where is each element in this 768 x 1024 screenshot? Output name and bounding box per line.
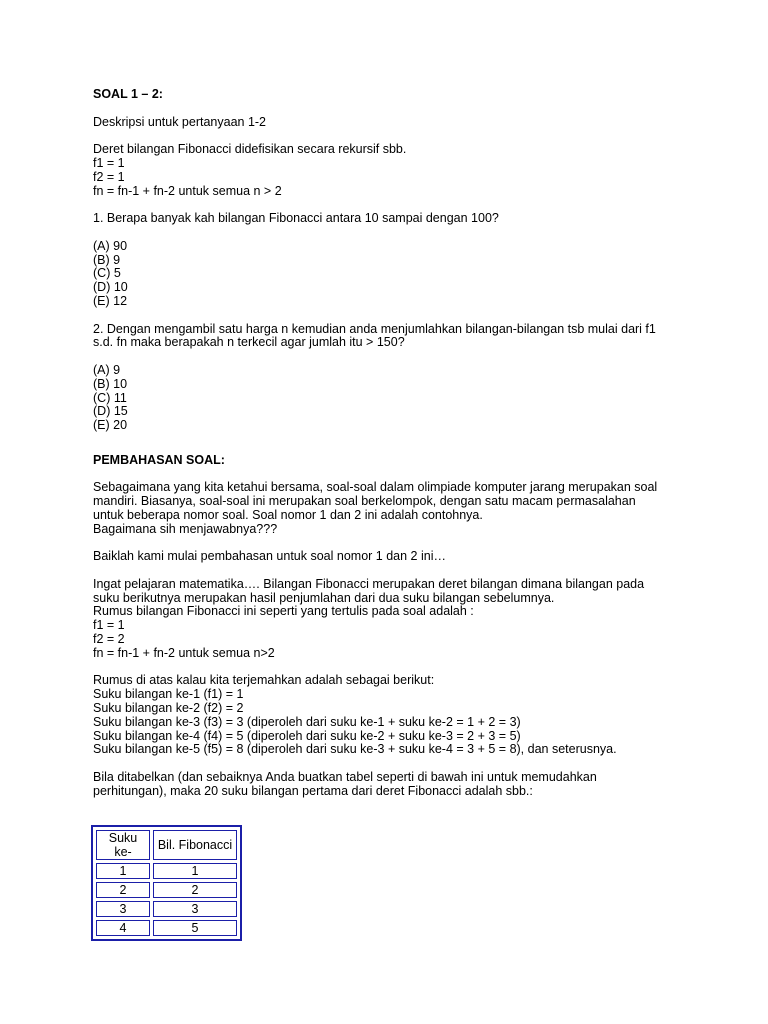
document-body [93,88,693,941]
text-line: Rumus di atas kalau kita terjemahkan adalah sebagai berikut: [93,673,435,688]
text-line: f2 = 1 [93,169,125,184]
text-line: 2. Dengan mengambil satu harga n kemudian anda menjumlahkan bilangan-bilangan tsb mulai dari f1 [93,321,656,336]
text-line: (C) 5 [93,266,121,281]
paragraph-1 [93,481,693,536]
paragraph-3 [93,578,693,661]
table-cell: 1 [96,863,150,879]
table-cell: 2 [96,882,150,898]
question-2-options [93,364,693,433]
text-line: (B) 9 [93,252,121,267]
deskripsi-text: Deskripsi untuk pertanyaan 1-2 [93,114,267,129]
table-row [96,901,237,917]
definisi-block [93,143,693,198]
text-line: Bila ditabelkan (dan sebaiknya Anda buatkan tabel seperti di bawah ini untuk memudahkan [93,770,597,785]
paragraph-5 [93,771,693,799]
paragraph-2 [93,550,693,564]
text-line: f1 = 1 [93,155,125,170]
text-line: Baiklah kami mulai pembahasan untuk soal nomor 1 dan 2 ini… [93,549,446,564]
text-line: Suku bilangan ke-1 (f1) = 1 [93,687,244,702]
text-line: 1. Berapa banyak kah bilangan Fibonacci antara 10 sampai dengan 100? [93,211,499,226]
text-line: untuk beberapa nomor soal. Soal nomor 1 dan 2 ini adalah contohnya. [93,507,483,522]
table-cell: 5 [153,920,237,936]
question-1-options [93,240,693,309]
text-line: Rumus bilangan Fibonacci ini seperti yang tertulis pada soal adalah : [93,604,474,619]
text-line: Suku bilangan ke-2 (f2) = 2 [93,701,244,716]
table-header-row [96,830,237,860]
text-line: (D) 10 [93,280,128,295]
table-row [96,863,237,879]
soal-heading: SOAL 1 – 2: [93,87,163,101]
text-line: (D) 15 [93,404,128,419]
text-line: Suku bilangan ke-5 (f5) = 8 (diperoleh dari suku ke-3 + suku ke-4 = 3 + 5 = 8), dan seterusnya. [93,742,617,757]
table-cell: 1 [153,863,237,879]
text-line: mandiri. Biasanya, soal-soal ini merupakan soal berkelompok, dengan satu macam permasalahan [93,494,636,509]
table-cell: 2 [153,882,237,898]
table-cell: 4 [96,920,150,936]
text-line: Deret bilangan Fibonacci didefisikan secara rekursif sbb. [93,142,407,157]
text-line: (A) 9 [93,362,121,377]
table-row [96,920,237,936]
table-header-fibonacci: Bil. Fibonacci [153,830,237,860]
text-line: (C) 11 [93,390,127,405]
text-line: f2 = 2 [93,632,125,647]
fibonacci-table [91,825,242,941]
table-cell: 3 [153,901,237,917]
text-line: f1 = 1 [93,618,125,633]
text-line: fn = fn-1 + fn-2 untuk semua n > 2 [93,183,282,198]
text-line: (E) 12 [93,293,128,308]
pembahasan-heading: PEMBAHASAN SOAL: [93,452,225,467]
table-header-suku: Suku ke- [96,830,150,860]
paragraph-4 [93,674,693,757]
text-line: Bagaimana sih menjawabnya??? [93,521,278,536]
question-2-text [93,323,693,351]
text-line: fn = fn-1 + fn-2 untuk semua n>2 [93,645,275,660]
text-line: (B) 10 [93,376,128,391]
text-line: (A) 90 [93,238,128,253]
text-line: perhitungan), maka 20 suku bilangan pertama dari deret Fibonacci adalah sbb.: [93,783,533,798]
text-line: Ingat pelajaran matematika…. Bilangan Fibonacci merupakan deret bilangan dimana bilangan pada [93,576,645,591]
table-row [96,882,237,898]
text-line: suku berikutnya merupakan hasil penjumlahan dari dua suku bilangan sebelumnya. [93,590,555,605]
text-line: s.d. fn maka berapakah n terkecil agar jumlah itu > 150? [93,335,405,350]
text-line: Suku bilangan ke-4 (f4) = 5 (diperoleh dari suku ke-2 + suku ke-3 = 2 + 3 = 5) [93,728,521,743]
text-line: Suku bilangan ke-3 (f3) = 3 (diperoleh dari suku ke-1 + suku ke-2 = 1 + 2 = 3) [93,714,521,729]
text-line: (E) 20 [93,418,128,433]
table-cell: 3 [96,901,150,917]
question-1-text [93,212,693,226]
text-line: Sebagaimana yang kita ketahui bersama, soal-soal dalam olimpiade komputer jarang merupakan soal [93,480,658,495]
